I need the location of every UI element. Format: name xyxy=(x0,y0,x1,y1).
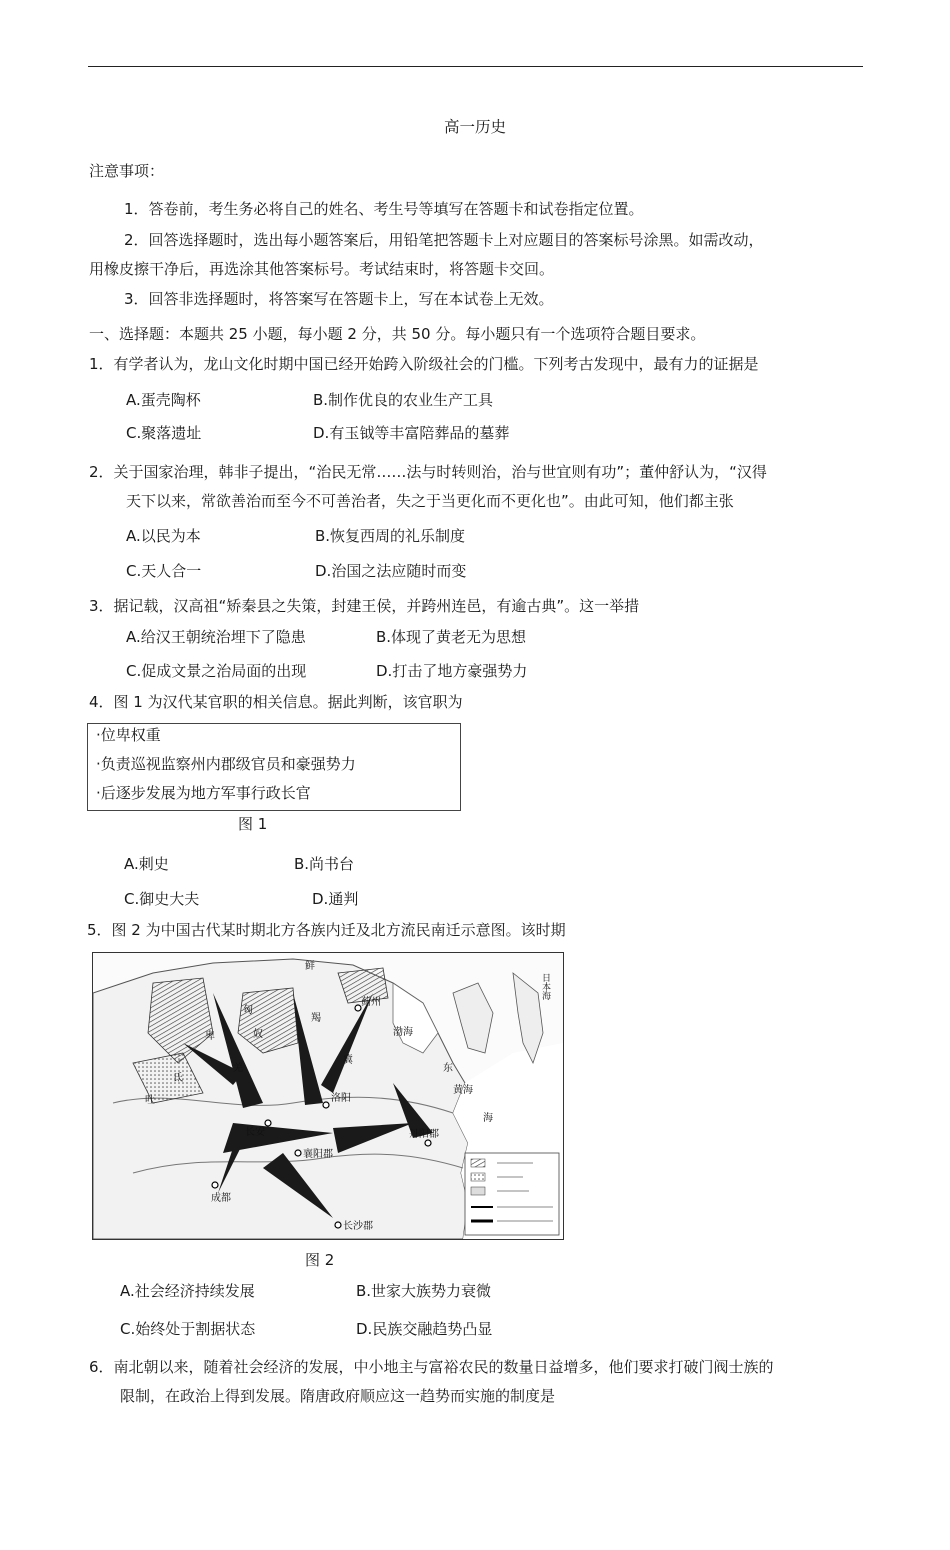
map-label-bohai: 渤海 xyxy=(393,1027,413,1038)
figure-1-line-2: ·负责巡视监察州内郡级官员和豪强势力 xyxy=(96,755,356,773)
question-4-option-c[interactable]: C.御史大夫 xyxy=(124,890,200,908)
map-label-di: 氐 xyxy=(173,1073,183,1084)
figure-2-caption: 图 2 xyxy=(305,1251,335,1269)
question-5-stem: 5．图 2 为中国古代某时期北方各族内迁及北方流民南迁示意图。该时期 xyxy=(87,921,566,939)
map-graphic xyxy=(93,953,563,1239)
question-2-stem-line-2: 天下以来，常欲善治而至今不可善治者，失之于当更化而不更化也”。由此可知，他们都主张 xyxy=(126,492,734,510)
map-label-qiang: 羌 xyxy=(233,1063,243,1074)
map-label-chengdu: 成都 xyxy=(211,1193,231,1204)
figure-1-line-1: ·位卑权重 xyxy=(96,726,161,744)
map-label-youzhou: 蓟州 xyxy=(361,997,381,1008)
map-label-xiangyang: 襄阳郡 xyxy=(303,1149,333,1160)
map-label-huanghai: 黄海 xyxy=(453,1085,473,1096)
question-6-stem-line-1: 6．南北朝以来，随着社会经济的发展，中小地主与富裕农民的数量日益增多，他们要求打破门阀士族的 xyxy=(89,1358,774,1376)
map-label-xianbei: 鲜 xyxy=(305,961,315,972)
figure-1-caption: 图 1 xyxy=(238,815,268,833)
header-rule xyxy=(88,66,863,67)
question-2-option-a[interactable]: A.以民为本 xyxy=(126,527,201,545)
question-3-option-d[interactable]: D.打击了地方豪强势力 xyxy=(376,662,528,680)
notice-heading: 注意事项： xyxy=(89,162,165,180)
map-label-tuyuhun: 吐 xyxy=(145,1095,155,1106)
section-heading: 一、选择题：本题共 25 小题，每小题 2 分，共 50 分。每小题只有一个选项符合题目要求。 xyxy=(89,325,706,343)
map-label-hai: 海 xyxy=(483,1113,493,1124)
question-4-option-d[interactable]: D.通判 xyxy=(312,890,359,908)
page-title: 高一历史 xyxy=(443,118,506,136)
question-1-option-b[interactable]: B.制作优良的农业生产工具 xyxy=(313,391,494,409)
question-1-stem: 1．有学者认为，龙山文化时期中国已经开始跨入阶级社会的门槛。下列考古发现中，最有力的证据是 xyxy=(89,355,759,373)
migration-map xyxy=(92,952,564,1240)
map-label-bei: 卑 xyxy=(205,1031,215,1042)
question-2-option-d[interactable]: D.治国之法应随时而变 xyxy=(315,562,467,580)
question-4-option-a[interactable]: A.刺史 xyxy=(124,855,169,873)
question-2-option-c[interactable]: C.天人合一 xyxy=(126,562,202,580)
map-label-dong: 东 xyxy=(443,1063,453,1074)
figure-1-box xyxy=(87,723,461,811)
map-label-nu: 奴 xyxy=(253,1029,263,1040)
notice-item-3: 3．回答非选择题时，将答案写在答题卡上，写在本试卷上无效。 xyxy=(124,290,554,308)
question-5-option-d[interactable]: D.民族交融趋势凸显 xyxy=(356,1320,493,1338)
question-1-option-a[interactable]: A.蛋壳陶杯 xyxy=(126,391,201,409)
question-5-option-c[interactable]: C.始终处于割据状态 xyxy=(120,1320,256,1338)
notice-item-1: 1．答卷前，考生务必将自己的姓名、考生号等填写在答题卡和试卷指定位置。 xyxy=(124,200,644,218)
question-4-option-b[interactable]: B.尚书台 xyxy=(294,855,355,873)
map-label-ji: 冀 xyxy=(343,1055,353,1066)
map-label-changsha: 长沙郡 xyxy=(343,1221,373,1232)
map-label-luoyang: 洛阳 xyxy=(331,1093,351,1104)
question-5-option-b[interactable]: B.世家大族势力衰微 xyxy=(356,1282,492,1300)
notice-item-2-line-1: 2．回答选择题时，选出每小题答案后，用铅笔把答题卡上对应题目的答案标号涂黑。如需改动， xyxy=(124,231,764,249)
question-1-option-c[interactable]: C.聚落遗址 xyxy=(126,424,202,442)
question-6-stem-line-2: 限制，在政治上得到发展。隋唐政府顺应这一趋势而实施的制度是 xyxy=(120,1387,556,1405)
question-4-stem: 4．图 1 为汉代某官职的相关信息。据此判断，该官职为 xyxy=(89,693,463,711)
question-3-option-a[interactable]: A.给汉王朝统治埋下了隐患 xyxy=(126,628,306,646)
question-3-option-c[interactable]: C.促成文景之治局面的出现 xyxy=(126,662,307,680)
map-label-riben: 日本海 xyxy=(540,973,550,1000)
question-2-stem-line-1: 2．关于国家治理，韩非子提出，“治民无常……法与时转则治，治与世宜则有功”；董仲舒认为，“汉得 xyxy=(89,463,767,481)
map-label-danyang: 丹阳郡 xyxy=(409,1129,439,1140)
question-5-option-a[interactable]: A.社会经济持续发展 xyxy=(120,1282,255,1300)
question-3-stem: 3．据记载，汉高祖“矫秦县之失策，封建王侯，并跨州连邑，有逾古典”。这一举措 xyxy=(89,597,640,615)
notice-item-2-line-2: 用橡皮擦干净后，再选涂其他答案标号。考试结束时，将答题卡交回。 xyxy=(89,260,555,278)
map-label-changan: 长安 xyxy=(245,1127,265,1138)
question-3-option-b[interactable]: B.体现了黄老无为思想 xyxy=(376,628,527,646)
map-label-xiongnu: 匈 xyxy=(243,1005,253,1016)
figure-1-line-3: ·后逐步发展为地方军事行政长官 xyxy=(96,784,311,802)
question-1-option-d[interactable]: D.有玉钺等丰富陪葬品的墓葬 xyxy=(313,424,510,442)
map-label-jie: 羯 xyxy=(311,1013,321,1024)
question-2-option-b[interactable]: B.恢复西周的礼乐制度 xyxy=(315,527,466,545)
